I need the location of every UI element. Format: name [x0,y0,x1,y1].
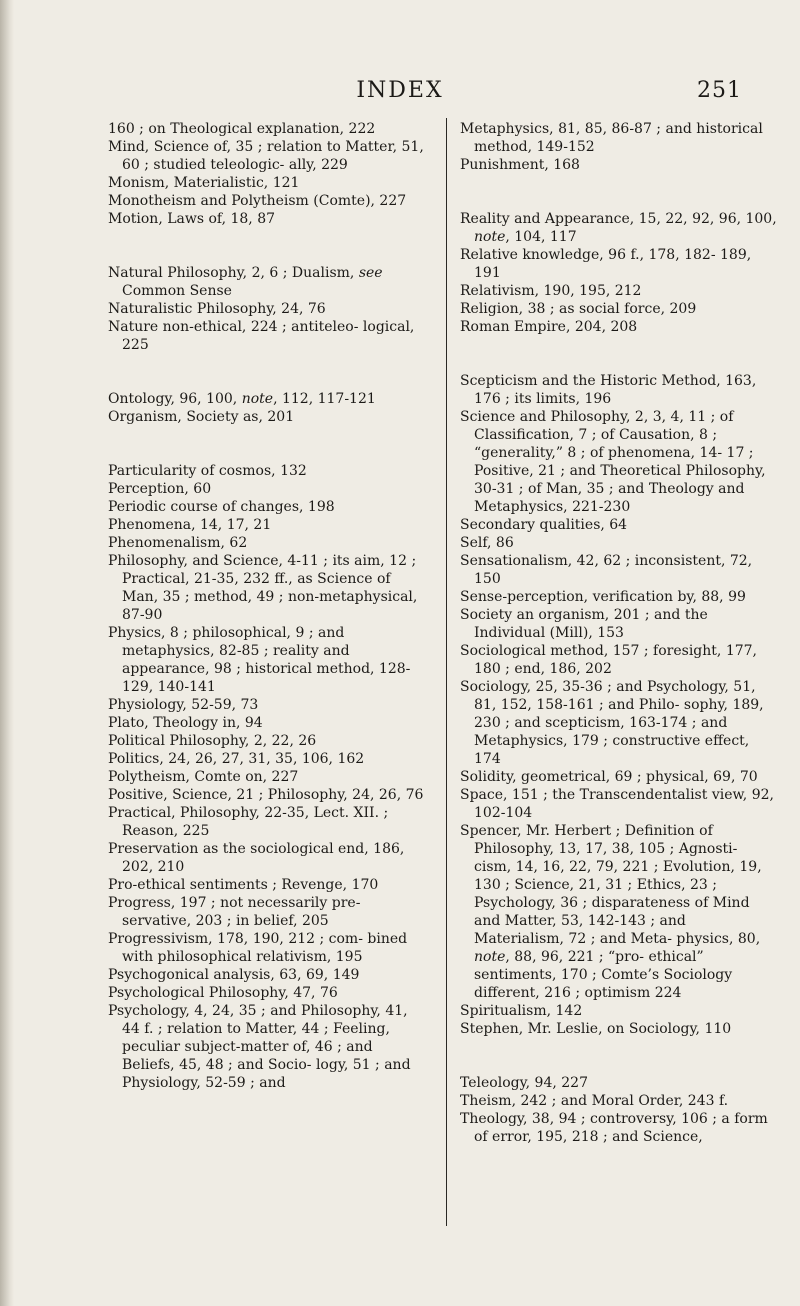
index-entry: Relative knowledge, 96 f., 178, 182- 189, 191 [460,247,752,281]
index-column-left [108,120,426,1092]
index-entry: Political Philosophy, 2, 22, 26 [108,733,317,749]
column-divider [446,118,447,1226]
section-gap [460,336,778,372]
index-entry: Solidity, geometrical, 69 ; physical, 69, 70 [460,769,758,785]
index-entry: Pro-ethical sentiments ; Revenge, 170 [108,877,379,893]
index-entry: Ontology, 96, 100, note, 112, 117-121 [108,391,376,407]
index-entry: Science and Philosophy, 2, 3, 4, 11 ; of Classification, 7 ; of Causation, 8 ; “generality,” 8 ; of phenomena, 14- 17 ; Positive, 21 ; and Theoretical Philosophy, 30-31 ; of Man, 35 ; and Theology and Metaphysics, 221-230 [460,409,766,515]
index-entry: Physics, 8 ; philosophical, 9 ; and metaphysics, 82-85 ; reality and appearance, 98 ; historical method, 128-129, 140-141 [108,625,411,695]
index-entry: Monotheism and Polytheism (Comte), 227 [108,193,407,209]
index-entry: Philosophy, and Science, 4-11 ; its aim, 12 ; Practical, 21-35, 232 ff., as Science of Man, 35 ; method, 49 ; non-metaphysical, 87-90 [108,553,418,623]
index-column-right [460,120,778,1146]
index-entry: Progress, 197 ; not necessarily pre- servative, 203 ; in belief, 205 [108,895,361,929]
section-gap [460,1038,778,1074]
index-entry: Practical, Philosophy, 22-35, Lect. XII. ; Reason, 225 [108,805,389,839]
index-entry: Secondary qualities, 64 [460,517,628,533]
index-entry: Spencer, Mr. Herbert ; Definition of Philosophy, 13, 17, 38, 105 ; Agnosti- cism, 14, 16, 22, 79, 221 ; Evolution, 19, 130 ; Science, 21, 31 ; Ethics, 23 ; Psychology, 36 ; disparateness of Mind and Matter, 53, 142-143 ; and Materialism, 72 ; and Meta- physics, 80, note, 88, 96, 221 ; “pro- ethical” sentiments, 170 ; Comte’s Sociology different, 216 ; optimism 224 [460,823,762,1001]
index-entry: Nature non-ethical, 224 ; antiteleo- logical, 225 [108,319,415,353]
index-entry: 160 ; on Theological explanation, 222 [108,121,376,137]
index-entry: Naturalistic Philosophy, 24, 76 [108,301,326,317]
index-entry: Psychogonical analysis, 63, 69, 149 [108,967,360,983]
section-gap [108,354,426,390]
index-entry: Physiology, 52-59, 73 [108,697,259,713]
index-entry: Space, 151 ; the Transcendentalist view, 92, 102-104 [460,787,774,821]
index-entry: Theology, 38, 94 ; controversy, 106 ; a form of error, 195, 218 ; and Science, [460,1111,768,1145]
index-entry: Society an organism, 201 ; and the Individual (Mill), 153 [460,607,708,641]
index-entry: Spiritualism, 142 [460,1003,583,1019]
index-entry: Self, 86 [460,535,514,551]
index-entry: Punishment, 168 [460,157,580,173]
index-entry: Roman Empire, 204, 208 [460,319,638,335]
index-entry: Natural Philosophy, 2, 6 ; Dualism, see Common Sense [108,265,383,299]
index-entry: Reality and Appearance, 15, 22, 92, 96, 100, note, 104, 117 [460,211,777,245]
index-entry: Phenomenalism, 62 [108,535,248,551]
index-entry: Scepticism and the Historic Method, 163, 176 ; its limits, 196 [460,373,757,407]
section-gap [108,426,426,462]
index-entry: Sociology, 25, 35-36 ; and Psychology, 51, 81, 152, 158-161 ; and Philo- sophy, 189, 230 ; and scepticism, 163-174 ; and Metaphysics, 179 ; constructive effect, 174 [460,679,764,767]
index-entry: Perception, 60 [108,481,212,497]
running-header [100,78,742,108]
index-entry: Motion, Laws of, 18, 87 [108,211,276,227]
section-gap [460,174,778,210]
index-entry: Metaphysics, 81, 85, 86-87 ; and historical method, 149-152 [460,121,763,155]
index-entry: Particularity of cosmos, 132 [108,463,307,479]
index-entry: Organism, Society as, 201 [108,409,295,425]
page-title: INDEX [356,78,444,103]
index-entry: Polytheism, Comte on, 227 [108,769,299,785]
index-entry: Stephen, Mr. Leslie, on Sociology, 110 [460,1021,732,1037]
index-entry: Monism, Materialistic, 121 [108,175,300,191]
section-gap [108,228,426,264]
index-entry: Theism, 242 ; and Moral Order, 243 f. [460,1093,729,1109]
index-entry: Periodic course of changes, 198 [108,499,335,515]
index-entry: Plato, Theology in, 94 [108,715,263,731]
index-entry: Religion, 38 ; as social force, 209 [460,301,697,317]
index-entry: Teleology, 94, 227 [460,1075,588,1091]
index-entry: Mind, Science of, 35 ; relation to Matter, 51, 60 ; studied teleologic- ally, 229 [108,139,424,173]
page-number: 251 [697,78,742,103]
index-entry: Sociological method, 157 ; foresight, 177, 180 ; end, 186, 202 [460,643,757,677]
index-entry: Psychology, 4, 24, 35 ; and Philosophy, 41, 44 f. ; relation to Matter, 44 ; Feeling, peculiar subject-matter of, 46 ; and Beliefs, 45, 48 ; and Socio- logy, 51 ; and Physiology, 52-59 ; and [108,1003,411,1091]
index-entry: Politics, 24, 26, 27, 31, 35, 106, 162 [108,751,365,767]
index-entry: Sense-perception, verification by, 88, 99 [460,589,746,605]
index-entry: Phenomena, 14, 17, 21 [108,517,272,533]
index-entry: Psychological Philosophy, 47, 76 [108,985,338,1001]
index-entry: Progressivism, 178, 190, 212 ; com- bined with philosophical relativism, 195 [108,931,408,965]
index-entry: Positive, Science, 21 ; Philosophy, 24, 26, 76 [108,787,424,803]
index-entry: Sensationalism, 42, 62 ; inconsistent, 72, 150 [460,553,753,587]
index-entry: Relativism, 190, 195, 212 [460,283,642,299]
index-entry: Preservation as the sociological end, 186, 202, 210 [108,841,405,875]
